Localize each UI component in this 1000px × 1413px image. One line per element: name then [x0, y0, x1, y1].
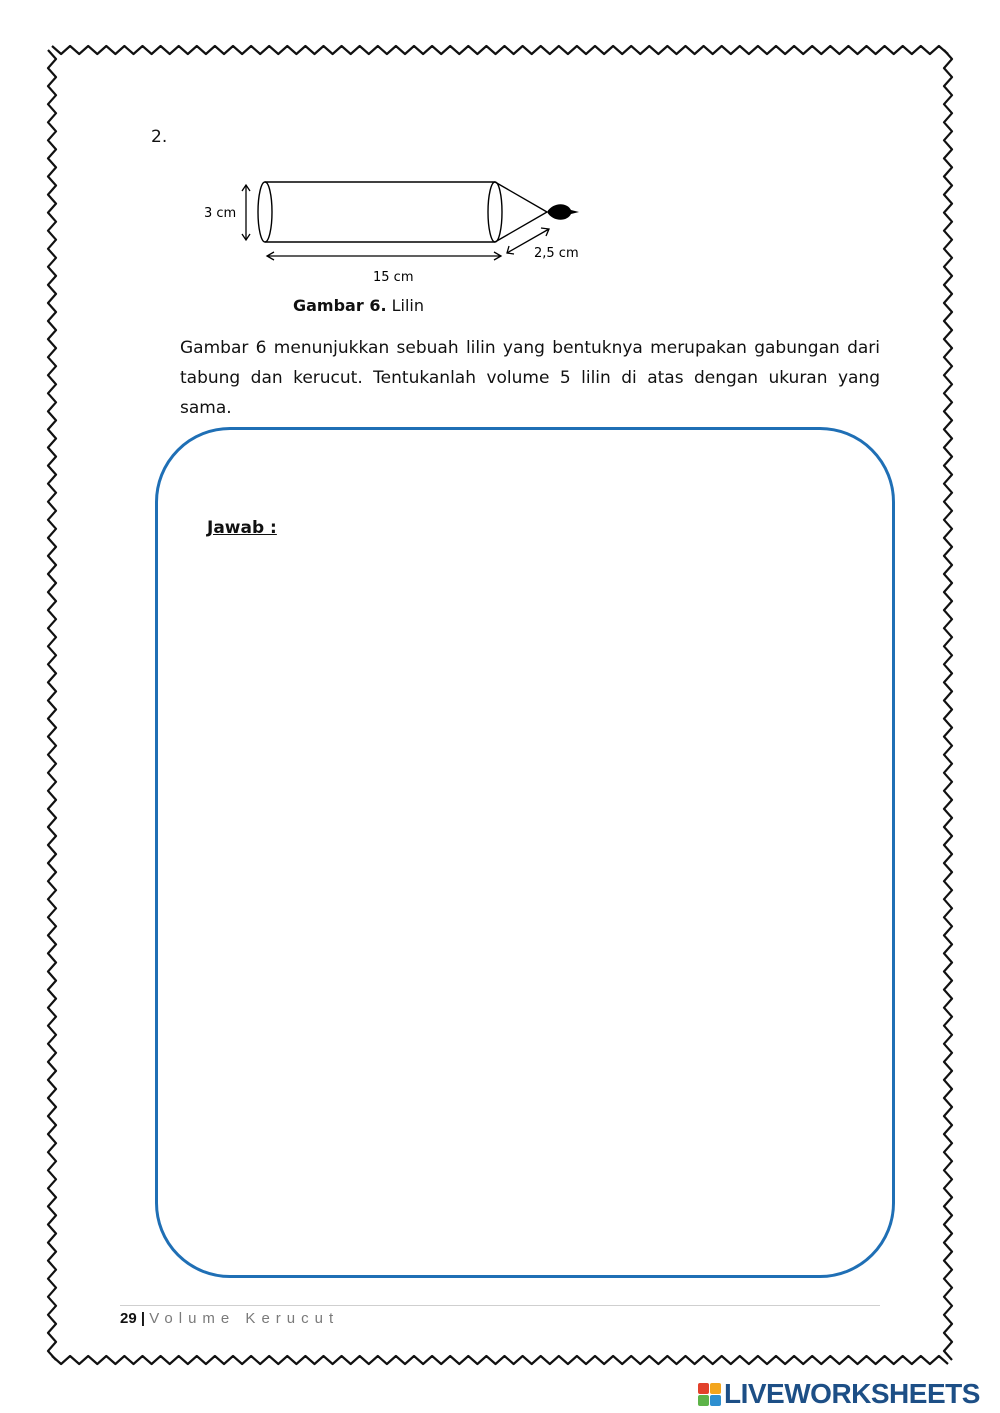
slant-label: 2,5 cm	[534, 246, 579, 261]
flame-icon	[547, 204, 579, 220]
page-footer	[120, 1310, 339, 1327]
answer-label: Jawab :	[207, 518, 277, 538]
liveworksheets-logo	[698, 1378, 980, 1410]
question-text: Gambar 6 menunjukkan sebuah lilin yang bentuknya merupakan gabungan dari tabung dan kerucut. Tentukanlah volume 5 lilin di atas dengan ukuran yang sama.	[180, 338, 880, 418]
cone-lower-edge	[495, 212, 547, 242]
cylinder-left-face	[258, 182, 272, 242]
footer-divider	[120, 1305, 880, 1306]
border-zigzag-edge	[48, 50, 56, 1360]
cylinder-right-face	[488, 182, 502, 242]
figure-caption-title: Lilin	[386, 296, 425, 315]
border-zigzag-edge	[52, 46, 948, 54]
footer-separator: |	[136, 1310, 150, 1327]
liveworksheets-logo-icon	[698, 1383, 721, 1406]
logo-square-2	[710, 1383, 721, 1394]
figure-caption	[293, 296, 424, 315]
logo-square-3	[698, 1395, 709, 1406]
figure-caption-number: Gambar 6.	[293, 296, 387, 315]
border-zigzag-edge	[944, 50, 952, 1360]
page-number: 29	[120, 1310, 137, 1327]
cone-upper-edge	[495, 182, 547, 212]
border-zigzag-edge	[52, 1356, 948, 1364]
question-number: 2.	[151, 127, 168, 147]
candle-figure	[195, 170, 595, 290]
answer-box[interactable]	[155, 427, 895, 1278]
footer-title: Volume Kerucut	[149, 1310, 340, 1327]
length-label: 15 cm	[373, 270, 414, 285]
logo-square-4	[710, 1395, 721, 1406]
diameter-label: 3 cm	[204, 206, 237, 221]
liveworksheets-brand-text: LIVEWORKSHEETS	[724, 1378, 980, 1409]
logo-square-1	[698, 1383, 709, 1394]
